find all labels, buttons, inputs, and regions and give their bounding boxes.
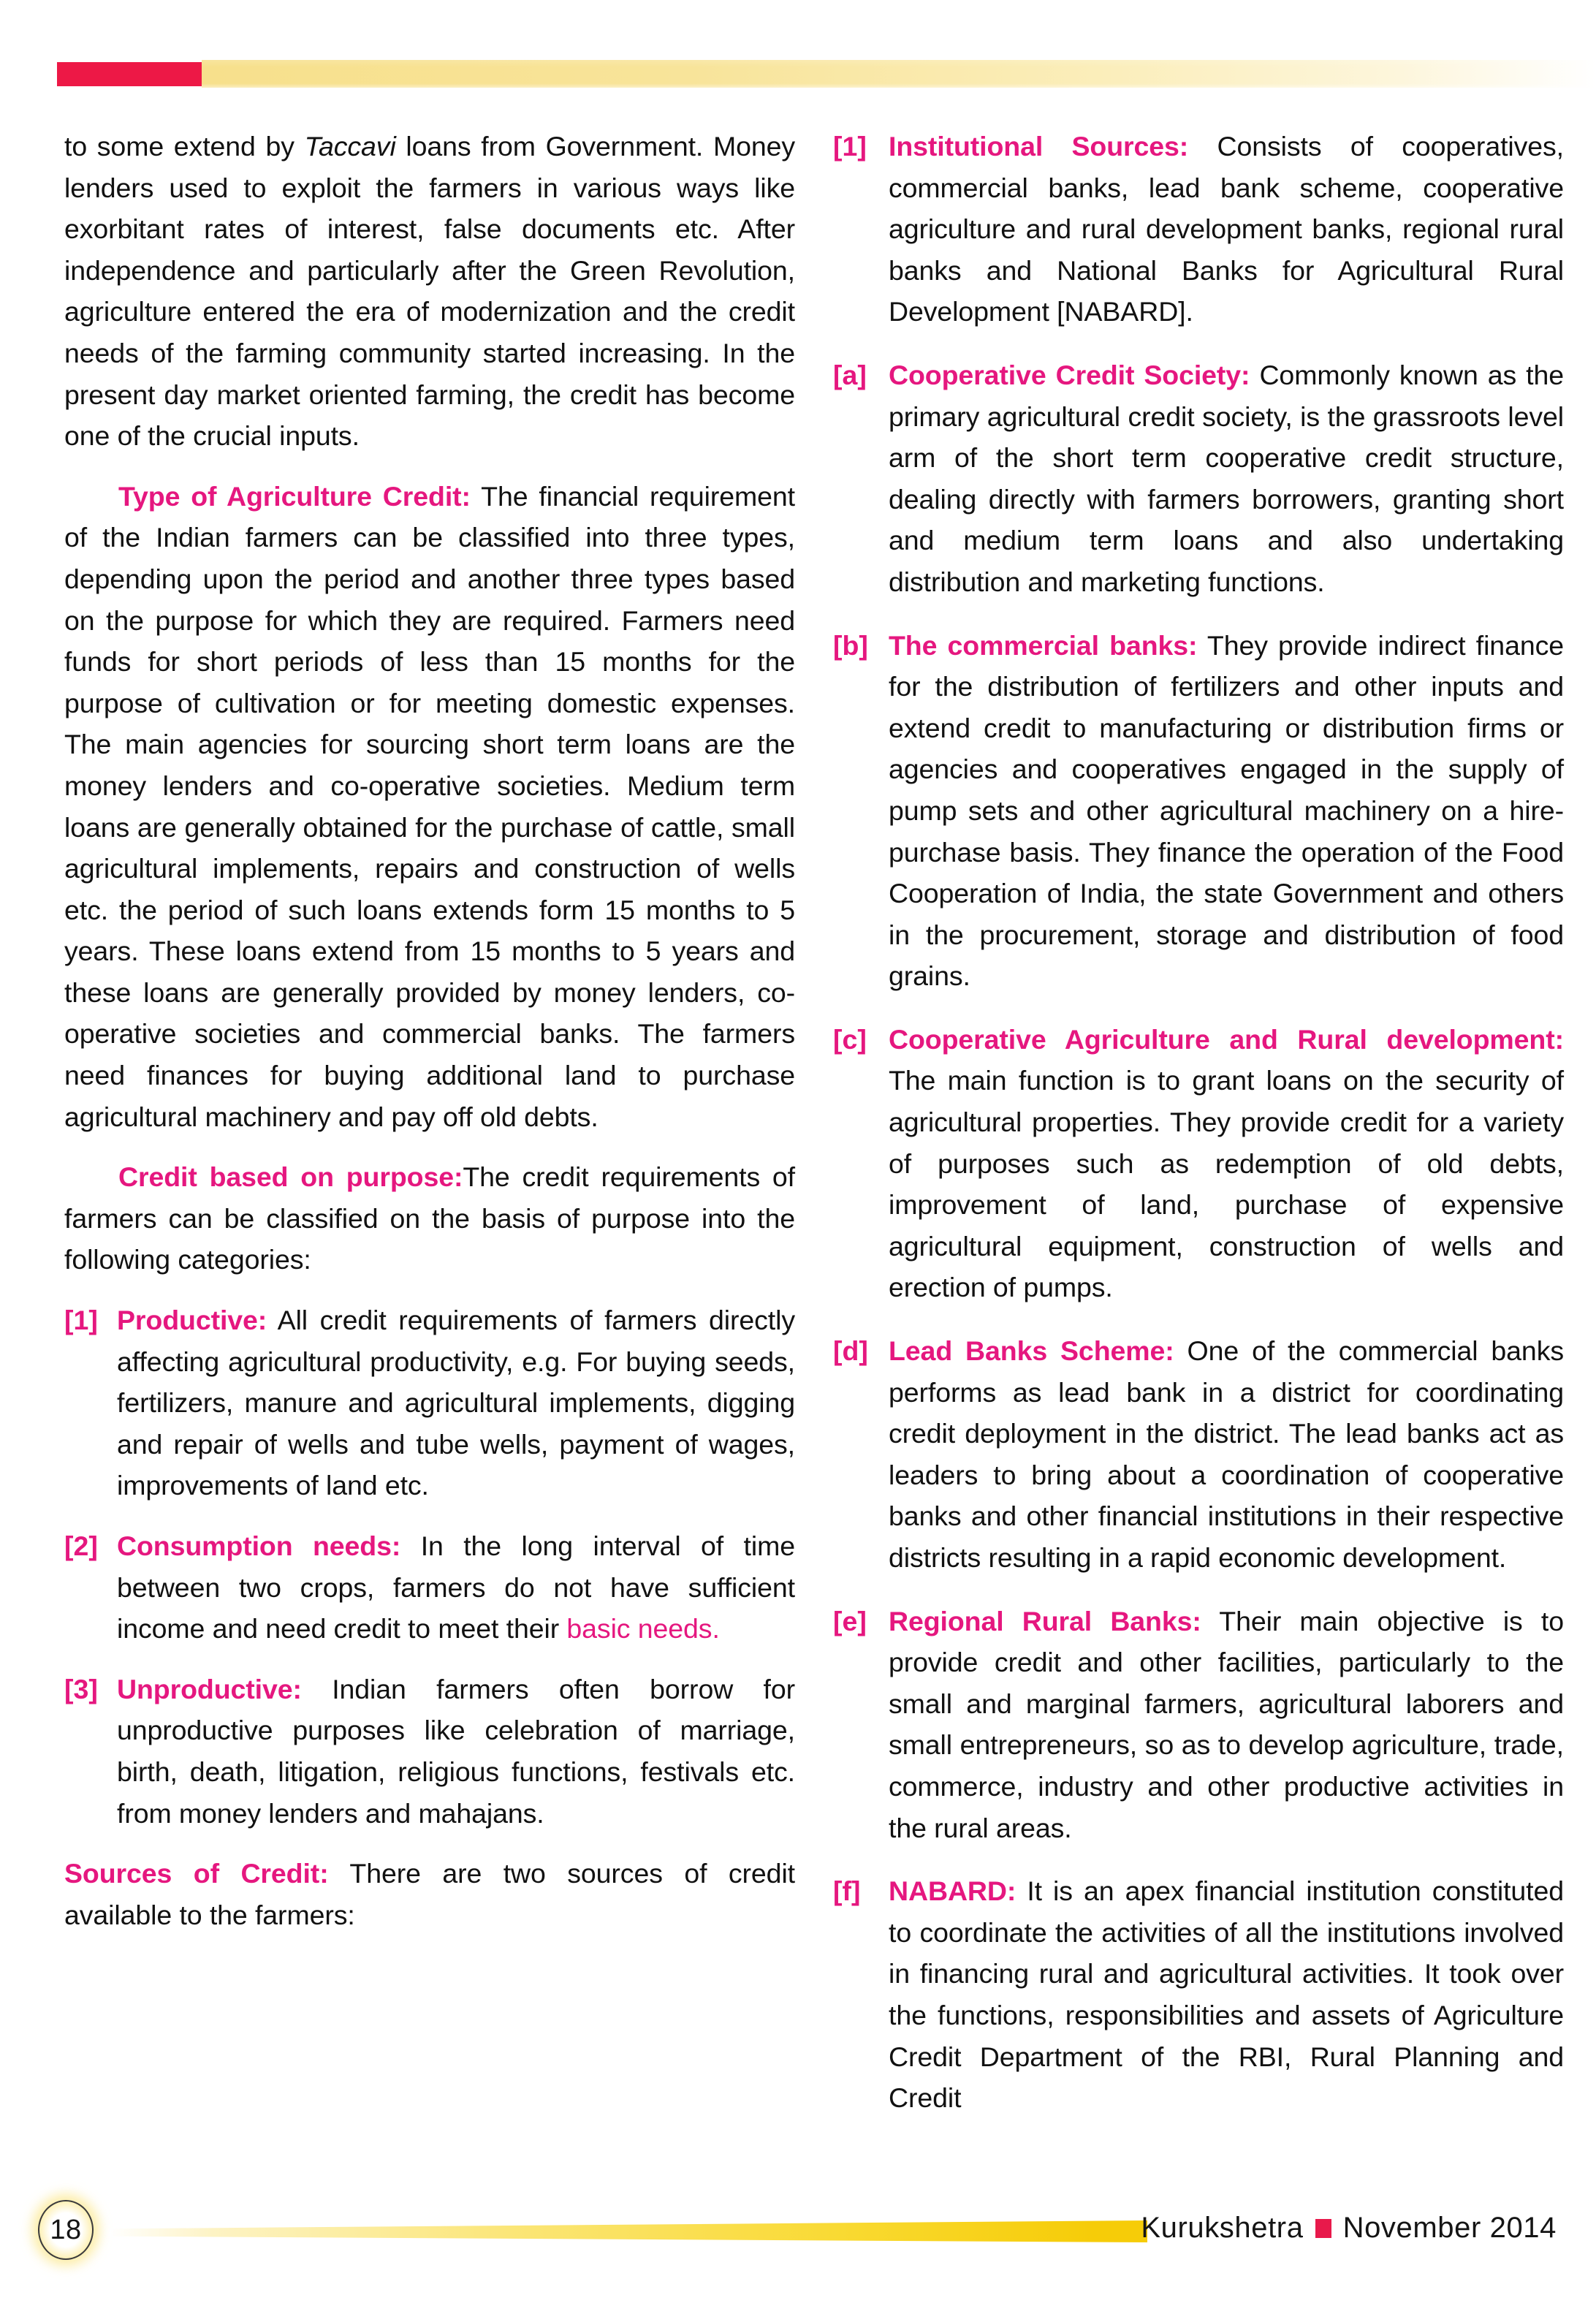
list-item-text-highlight: basic needs. xyxy=(566,1613,720,1645)
list-item-heading: NABARD: xyxy=(889,1875,1016,1907)
list-item-marker: [c] xyxy=(833,1023,867,1055)
list-item-heading: Institutional Sources: xyxy=(889,131,1189,162)
list-item-body xyxy=(889,1870,1564,2119)
list-item-marker: [d] xyxy=(833,1335,868,1367)
list-item-text: Their main objective is to provide credit and other facilities, particularly to the small and marginal farmers, agricultural laborers and small entrepreneurs, so as to develop agriculture, trade, commerce, industry and other productive activities in the rural areas. xyxy=(889,1605,1564,1843)
header-rule xyxy=(0,60,1596,88)
left-column xyxy=(64,126,795,1935)
list-item-marker: [f] xyxy=(833,1875,861,1907)
list-item-heading: Regional Rural Banks: xyxy=(889,1605,1201,1636)
italic-term-taccavi: Taccavi xyxy=(304,131,396,162)
run-in-heading-sources-of-credit: Sources of Credit: xyxy=(64,1858,329,1889)
list-item-body xyxy=(889,1330,1564,1579)
page-number: 18 xyxy=(50,2214,82,2245)
list-item-body xyxy=(117,1525,795,1650)
page-footer xyxy=(0,2194,1596,2282)
paragraph-text-a: to some extend by xyxy=(64,131,305,162)
list-item-body xyxy=(889,625,1564,997)
list-item-text: Consists of cooperatives, commercial banks, lead bank scheme, cooperative agriculture and rural development banks, regional rural banks and National Banks for Agricultural Rural Development [NABARD]. xyxy=(889,131,1564,327)
paragraph-text: The credit requirements of farmers can be classified on the basis of purpose into the following categories: xyxy=(64,1161,795,1275)
list-item xyxy=(64,1525,795,1650)
list-item-marker: [2] xyxy=(64,1530,98,1561)
list-item-text: One of the commercial banks performs as lead bank in a district for coordinating credit deployment in the district. The lead banks act as leaders to bring about a coordination of cooperative banks and other financial institutions in their respective districts resulting in a rapid economic development. xyxy=(889,1335,1564,1573)
list-item xyxy=(833,1019,1564,1308)
list-item-marker: [e] xyxy=(833,1605,867,1636)
list-item-body xyxy=(889,1601,1564,1849)
list-item-text: They provide indirect finance for the distribution of fertilizers and other inputs and extend credit to manufacturing or distribution firms or agencies and cooperatives engaged in the supply of pump sets and other agricultural machinery on a hire-purchase basis. They finance the operation of the Food Cooperation of India, the state Government and others in the procurement, storage and distribution of food grains. xyxy=(889,629,1564,992)
list-item-marker: [a] xyxy=(833,359,867,390)
list-item xyxy=(64,1669,795,1834)
paragraph-type-of-agriculture-credit xyxy=(64,476,795,1138)
footer-imprint xyxy=(1141,2212,1557,2245)
list-item-heading: Cooperative Agriculture and Rural development: xyxy=(889,1023,1564,1055)
paragraph-text: The financial requirement of the Indian farmers can be classified into three types, depending upon the period and another three types based on the purpose for which they are required. Farmers need funds for short periods of less than 15 months for the purpose of cultivation or for meeting domestic expenses. The main agencies for sourcing short term loans are the money lenders and co-operative societies. Medium term loans are generally obtained for the purchase of cattle, small agricultural implements, repairs and construction of wells etc. the period of such loans extends form 15 months to 5 years. These loans extend from 15 months to 5 years and these loans are generally provided by money lenders, co-operative societies and commercial banks. The farmers need finances for buying additional land to purchase agricultural machinery and pay off old debts. xyxy=(64,480,795,1132)
list-item xyxy=(833,625,1564,997)
page-number-badge xyxy=(38,2200,94,2260)
issue-date: November 2014 xyxy=(1342,2212,1557,2244)
list-item-body xyxy=(889,126,1564,333)
list-item xyxy=(833,354,1564,603)
paragraph-continuation xyxy=(64,126,795,457)
list-item-heading: Productive: xyxy=(117,1305,267,1336)
list-item-heading: The commercial banks: xyxy=(889,629,1198,661)
run-in-heading-type-of-agriculture-credit: Type of Agriculture Credit: xyxy=(118,480,471,512)
list-item-body xyxy=(889,1019,1564,1308)
paragraph-sources-of-credit xyxy=(64,1853,795,1935)
list-item xyxy=(833,1601,1564,1849)
list-item-marker: [3] xyxy=(64,1673,98,1704)
list-item xyxy=(833,126,1564,333)
list-item xyxy=(833,1870,1564,2119)
run-in-heading-credit-based-on-purpose: Credit based on purpose: xyxy=(118,1161,463,1193)
paragraph-credit-based-on-purpose xyxy=(64,1156,795,1281)
list-item-heading: Cooperative Credit Society: xyxy=(889,359,1250,390)
list-item-marker: [b] xyxy=(833,629,868,661)
list-item-text: Indian farmers often borrow for unproductive purposes like celebration of marriage, birth, death, litigation, religious functions, festivals etc. from money lenders and mahajans. xyxy=(117,1673,795,1829)
credit-purpose-list xyxy=(64,1300,795,1834)
separator-square-icon xyxy=(1315,2219,1331,2238)
header-red-block xyxy=(57,62,202,86)
list-item-text: In the long interval of time between two crops, farmers do not have sufficient income and need credit to meet their xyxy=(117,1530,795,1645)
publication-name: Kurukshetra xyxy=(1141,2212,1304,2244)
list-item-text: It is an apex financial institution constituted to coordinate the activities of all the institutions involved in financing rural and agricultural activities. It took over the functions, responsibilities and assets of Agriculture Credit Department of the RBI, Rural Planning and Credit xyxy=(889,1875,1564,2114)
list-item-body xyxy=(117,1669,795,1834)
list-item-text: All credit requirements of farmers directly affecting agricultural productivity, e.g. For buying seeds, fertilizers, manure and agricultural implements, digging and repair of wells and tube wells, payment of wages, improvements of land etc. xyxy=(117,1305,795,1501)
list-item-marker: [1] xyxy=(64,1305,98,1336)
paragraph-text-b: loans from Government. Money lenders used to exploit the farmers in various ways like exorbitant rates of interest, false documents etc. After independence and particularly after the Green Revolution, agriculture entered the era of modernization and the credit needs of the farming community started increasing. In the present day market oriented farming, the credit has become one of the crucial inputs. xyxy=(64,131,795,452)
sources-of-credit-list xyxy=(833,126,1564,2119)
list-item-heading: Lead Banks Scheme: xyxy=(889,1335,1174,1367)
list-item-text: Commonly known as the primary agricultural credit society, is the grassroots level arm of the short term cooperative credit structure, dealing directly with farmers borrowers, granting short and medium term loans and also undertaking distribution and marketing functions. xyxy=(889,359,1564,597)
list-item xyxy=(833,1330,1564,1579)
list-item-text: The main function is to grant loans on the security of agricultural properties. They provide credit for a variety of purposes such as redemption of old debts, improvement of land, purchase of expensive agricultural equipment, construction of wells and erection of pumps. xyxy=(889,1065,1564,1303)
list-item-body xyxy=(889,354,1564,603)
list-item-marker: [1] xyxy=(833,131,867,162)
footer-yellow-bar xyxy=(110,2220,1147,2242)
list-item-heading: Unproductive: xyxy=(117,1673,302,1704)
list-item-body xyxy=(117,1300,795,1506)
list-item xyxy=(64,1300,795,1506)
header-yellow-bar xyxy=(202,60,1596,88)
list-item-heading: Consumption needs: xyxy=(117,1530,401,1561)
article-body xyxy=(0,126,1596,2172)
right-column xyxy=(833,126,1564,2141)
paragraph-text: There are two sources of credit available to the farmers: xyxy=(64,1858,795,1930)
